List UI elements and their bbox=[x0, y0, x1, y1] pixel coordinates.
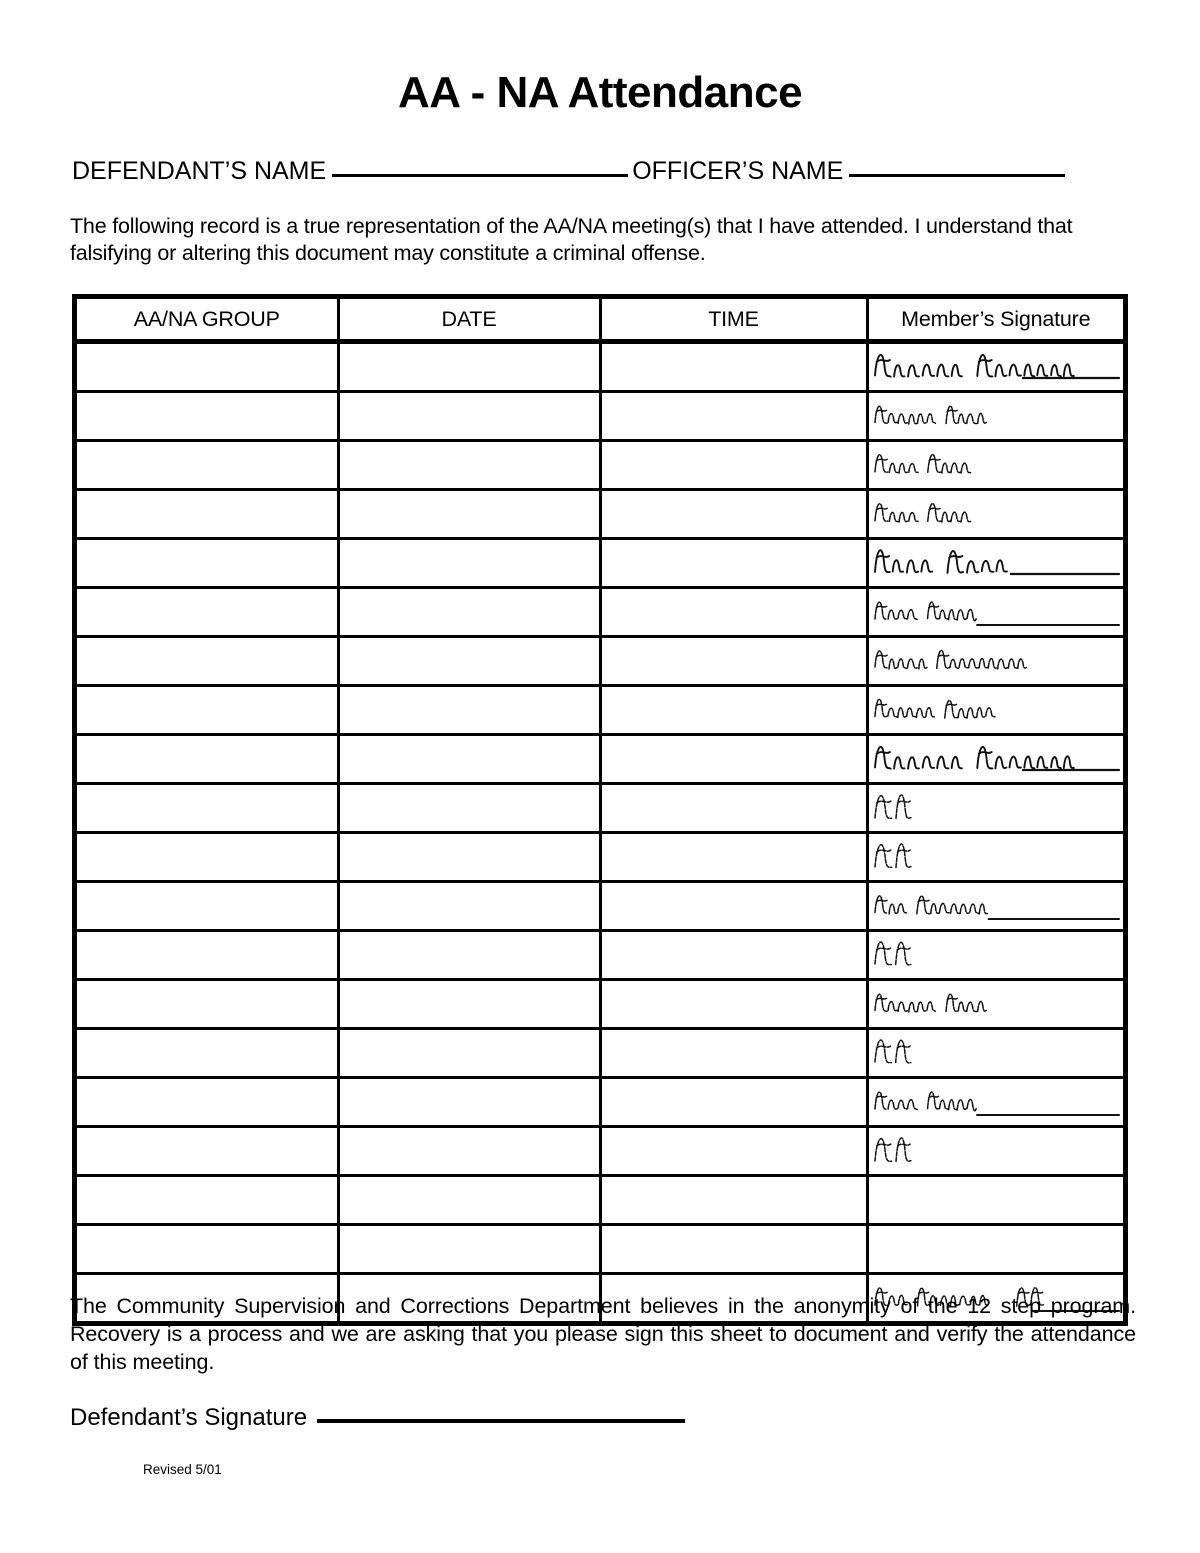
table-row bbox=[77, 441, 1123, 490]
column-header-time: TIME bbox=[600, 299, 867, 342]
signature-mark bbox=[869, 834, 1124, 880]
cell-signature[interactable] bbox=[867, 539, 1123, 588]
cell-group[interactable] bbox=[77, 392, 338, 441]
signature-mark bbox=[869, 442, 1124, 488]
cell-signature[interactable] bbox=[867, 490, 1123, 539]
column-header-group: AA/NA GROUP bbox=[77, 299, 338, 342]
signature-mark bbox=[869, 1030, 1124, 1076]
cell-signature[interactable] bbox=[867, 1127, 1123, 1176]
cell-group[interactable] bbox=[77, 637, 338, 686]
cell-signature[interactable] bbox=[867, 784, 1123, 833]
cell-time[interactable] bbox=[600, 980, 867, 1029]
cell-signature[interactable] bbox=[867, 980, 1123, 1029]
name-fields-row bbox=[72, 157, 1072, 187]
cell-group[interactable] bbox=[77, 1176, 338, 1225]
cell-date[interactable] bbox=[338, 686, 600, 735]
defendant-signature-label: Defendant’s Signature bbox=[70, 1404, 308, 1431]
table-row bbox=[77, 784, 1123, 833]
cell-time[interactable] bbox=[600, 1225, 867, 1274]
cell-date[interactable] bbox=[338, 1225, 600, 1274]
cell-signature[interactable] bbox=[867, 882, 1123, 931]
cell-signature[interactable] bbox=[867, 392, 1123, 441]
signature-mark bbox=[869, 981, 1124, 1027]
signature-mark bbox=[869, 932, 1124, 978]
signature-mark bbox=[869, 1079, 1124, 1125]
cell-signature[interactable] bbox=[867, 342, 1123, 392]
cell-date[interactable] bbox=[338, 342, 600, 392]
cell-time[interactable] bbox=[600, 784, 867, 833]
cell-date[interactable] bbox=[338, 931, 600, 980]
signature-mark bbox=[869, 393, 1124, 439]
cell-signature[interactable] bbox=[867, 686, 1123, 735]
anonymity-note: The Community Supervision and Corrections Department believes in the anonymity of the 12 step program. Recovery is a process and we are asking that you please sign this sheet to document and verify the attendance of this meeting. bbox=[70, 1294, 1136, 1374]
table-row bbox=[77, 980, 1123, 1029]
signature-mark bbox=[869, 785, 1124, 831]
table-row bbox=[77, 490, 1123, 539]
table-header-row bbox=[77, 299, 1123, 342]
defendant-signature-input[interactable] bbox=[317, 1419, 685, 1423]
intro-paragraph: The following record is a true representation of the AA/NA meeting(s) that I have attended. I understand that falsifying or altering this document may constitute a criminal offense. bbox=[70, 214, 1073, 265]
column-header-signature: Member’s Signature bbox=[867, 299, 1123, 342]
cell-time[interactable] bbox=[600, 441, 867, 490]
cell-date[interactable] bbox=[338, 980, 600, 1029]
cell-group[interactable] bbox=[77, 882, 338, 931]
cell-time[interactable] bbox=[600, 882, 867, 931]
cell-group[interactable] bbox=[77, 1078, 338, 1127]
page-title: AA - NA Attendance bbox=[397, 68, 803, 117]
cell-group[interactable] bbox=[77, 686, 338, 735]
cell-group[interactable] bbox=[77, 931, 338, 980]
cell-date[interactable] bbox=[338, 1078, 600, 1127]
signature-mark bbox=[869, 1177, 1124, 1223]
cell-signature[interactable] bbox=[867, 833, 1123, 882]
table-row bbox=[77, 392, 1123, 441]
attendance-table-container bbox=[72, 294, 1128, 1326]
attendance-table-body bbox=[77, 342, 1123, 1322]
table-row bbox=[77, 1029, 1123, 1078]
table-row bbox=[77, 686, 1123, 735]
signature-mark bbox=[869, 344, 1124, 390]
cell-date[interactable] bbox=[338, 882, 600, 931]
table-row bbox=[77, 833, 1123, 882]
cell-time[interactable] bbox=[600, 1078, 867, 1127]
cell-time[interactable] bbox=[600, 1127, 867, 1176]
cell-date[interactable] bbox=[338, 441, 600, 490]
cell-group[interactable] bbox=[77, 1029, 338, 1078]
cell-group[interactable] bbox=[77, 784, 338, 833]
attendance-table bbox=[77, 299, 1123, 1321]
cell-signature[interactable] bbox=[867, 441, 1123, 490]
cell-date[interactable] bbox=[338, 784, 600, 833]
cell-time[interactable] bbox=[600, 490, 867, 539]
cell-time[interactable] bbox=[600, 637, 867, 686]
defendant-name-input[interactable] bbox=[332, 174, 628, 177]
cell-date[interactable] bbox=[338, 1029, 600, 1078]
cell-group[interactable] bbox=[77, 441, 338, 490]
cell-time[interactable] bbox=[600, 588, 867, 637]
cell-signature[interactable] bbox=[867, 637, 1123, 686]
cell-date[interactable] bbox=[338, 392, 600, 441]
cell-time[interactable] bbox=[600, 833, 867, 882]
officer-name-input[interactable] bbox=[849, 174, 1065, 177]
cell-group[interactable] bbox=[77, 833, 338, 882]
cell-group[interactable] bbox=[77, 490, 338, 539]
cell-time[interactable] bbox=[600, 931, 867, 980]
cell-time[interactable] bbox=[600, 686, 867, 735]
cell-date[interactable] bbox=[338, 1176, 600, 1225]
table-row bbox=[77, 882, 1123, 931]
cell-signature[interactable] bbox=[867, 1078, 1123, 1127]
cell-date[interactable] bbox=[338, 490, 600, 539]
cell-group[interactable] bbox=[77, 735, 338, 784]
cell-date[interactable] bbox=[338, 735, 600, 784]
signature-mark bbox=[869, 540, 1124, 586]
cell-date[interactable] bbox=[338, 833, 600, 882]
cell-date[interactable] bbox=[338, 1127, 600, 1176]
cell-signature[interactable] bbox=[867, 1225, 1123, 1274]
cell-signature[interactable] bbox=[867, 588, 1123, 637]
signature-mark bbox=[869, 1226, 1124, 1272]
signature-mark bbox=[869, 1128, 1124, 1174]
cell-group[interactable] bbox=[77, 342, 338, 392]
cell-signature[interactable] bbox=[867, 931, 1123, 980]
table-row bbox=[77, 342, 1123, 392]
signature-mark bbox=[869, 736, 1124, 782]
cell-group[interactable] bbox=[77, 588, 338, 637]
column-header-date: DATE bbox=[338, 299, 600, 342]
cell-signature[interactable] bbox=[867, 735, 1123, 784]
cell-date[interactable] bbox=[338, 539, 600, 588]
defendant-signature-row bbox=[70, 1404, 685, 1432]
table-row bbox=[77, 588, 1123, 637]
table-row bbox=[77, 1078, 1123, 1127]
table-row bbox=[77, 637, 1123, 686]
table-row bbox=[77, 735, 1123, 784]
cell-time[interactable] bbox=[600, 1176, 867, 1225]
signature-mark bbox=[869, 638, 1124, 684]
cell-group[interactable] bbox=[77, 539, 338, 588]
cell-signature[interactable] bbox=[867, 1029, 1123, 1078]
cell-signature[interactable] bbox=[867, 1176, 1123, 1225]
revision-note: Revised 5/01 bbox=[143, 1462, 222, 1477]
cell-group[interactable] bbox=[77, 980, 338, 1029]
cell-date[interactable] bbox=[338, 637, 600, 686]
signature-mark bbox=[869, 883, 1124, 929]
cell-time[interactable] bbox=[600, 392, 867, 441]
cell-group[interactable] bbox=[77, 1127, 338, 1176]
cell-time[interactable] bbox=[600, 735, 867, 784]
cell-group[interactable] bbox=[77, 1225, 338, 1274]
signature-mark bbox=[869, 687, 1124, 733]
officer-name-label: OFFICER’S NAME bbox=[632, 157, 844, 185]
defendant-name-label: DEFENDANT’S NAME bbox=[72, 157, 327, 185]
table-row bbox=[77, 1176, 1123, 1225]
cell-date[interactable] bbox=[338, 588, 600, 637]
signature-mark bbox=[869, 589, 1124, 635]
cell-time[interactable] bbox=[600, 342, 867, 392]
cell-time[interactable] bbox=[600, 1029, 867, 1078]
table-row bbox=[77, 931, 1123, 980]
table-row bbox=[77, 1127, 1123, 1176]
table-row bbox=[77, 539, 1123, 588]
table-row bbox=[77, 1225, 1123, 1274]
cell-time[interactable] bbox=[600, 539, 867, 588]
signature-mark bbox=[869, 491, 1124, 537]
